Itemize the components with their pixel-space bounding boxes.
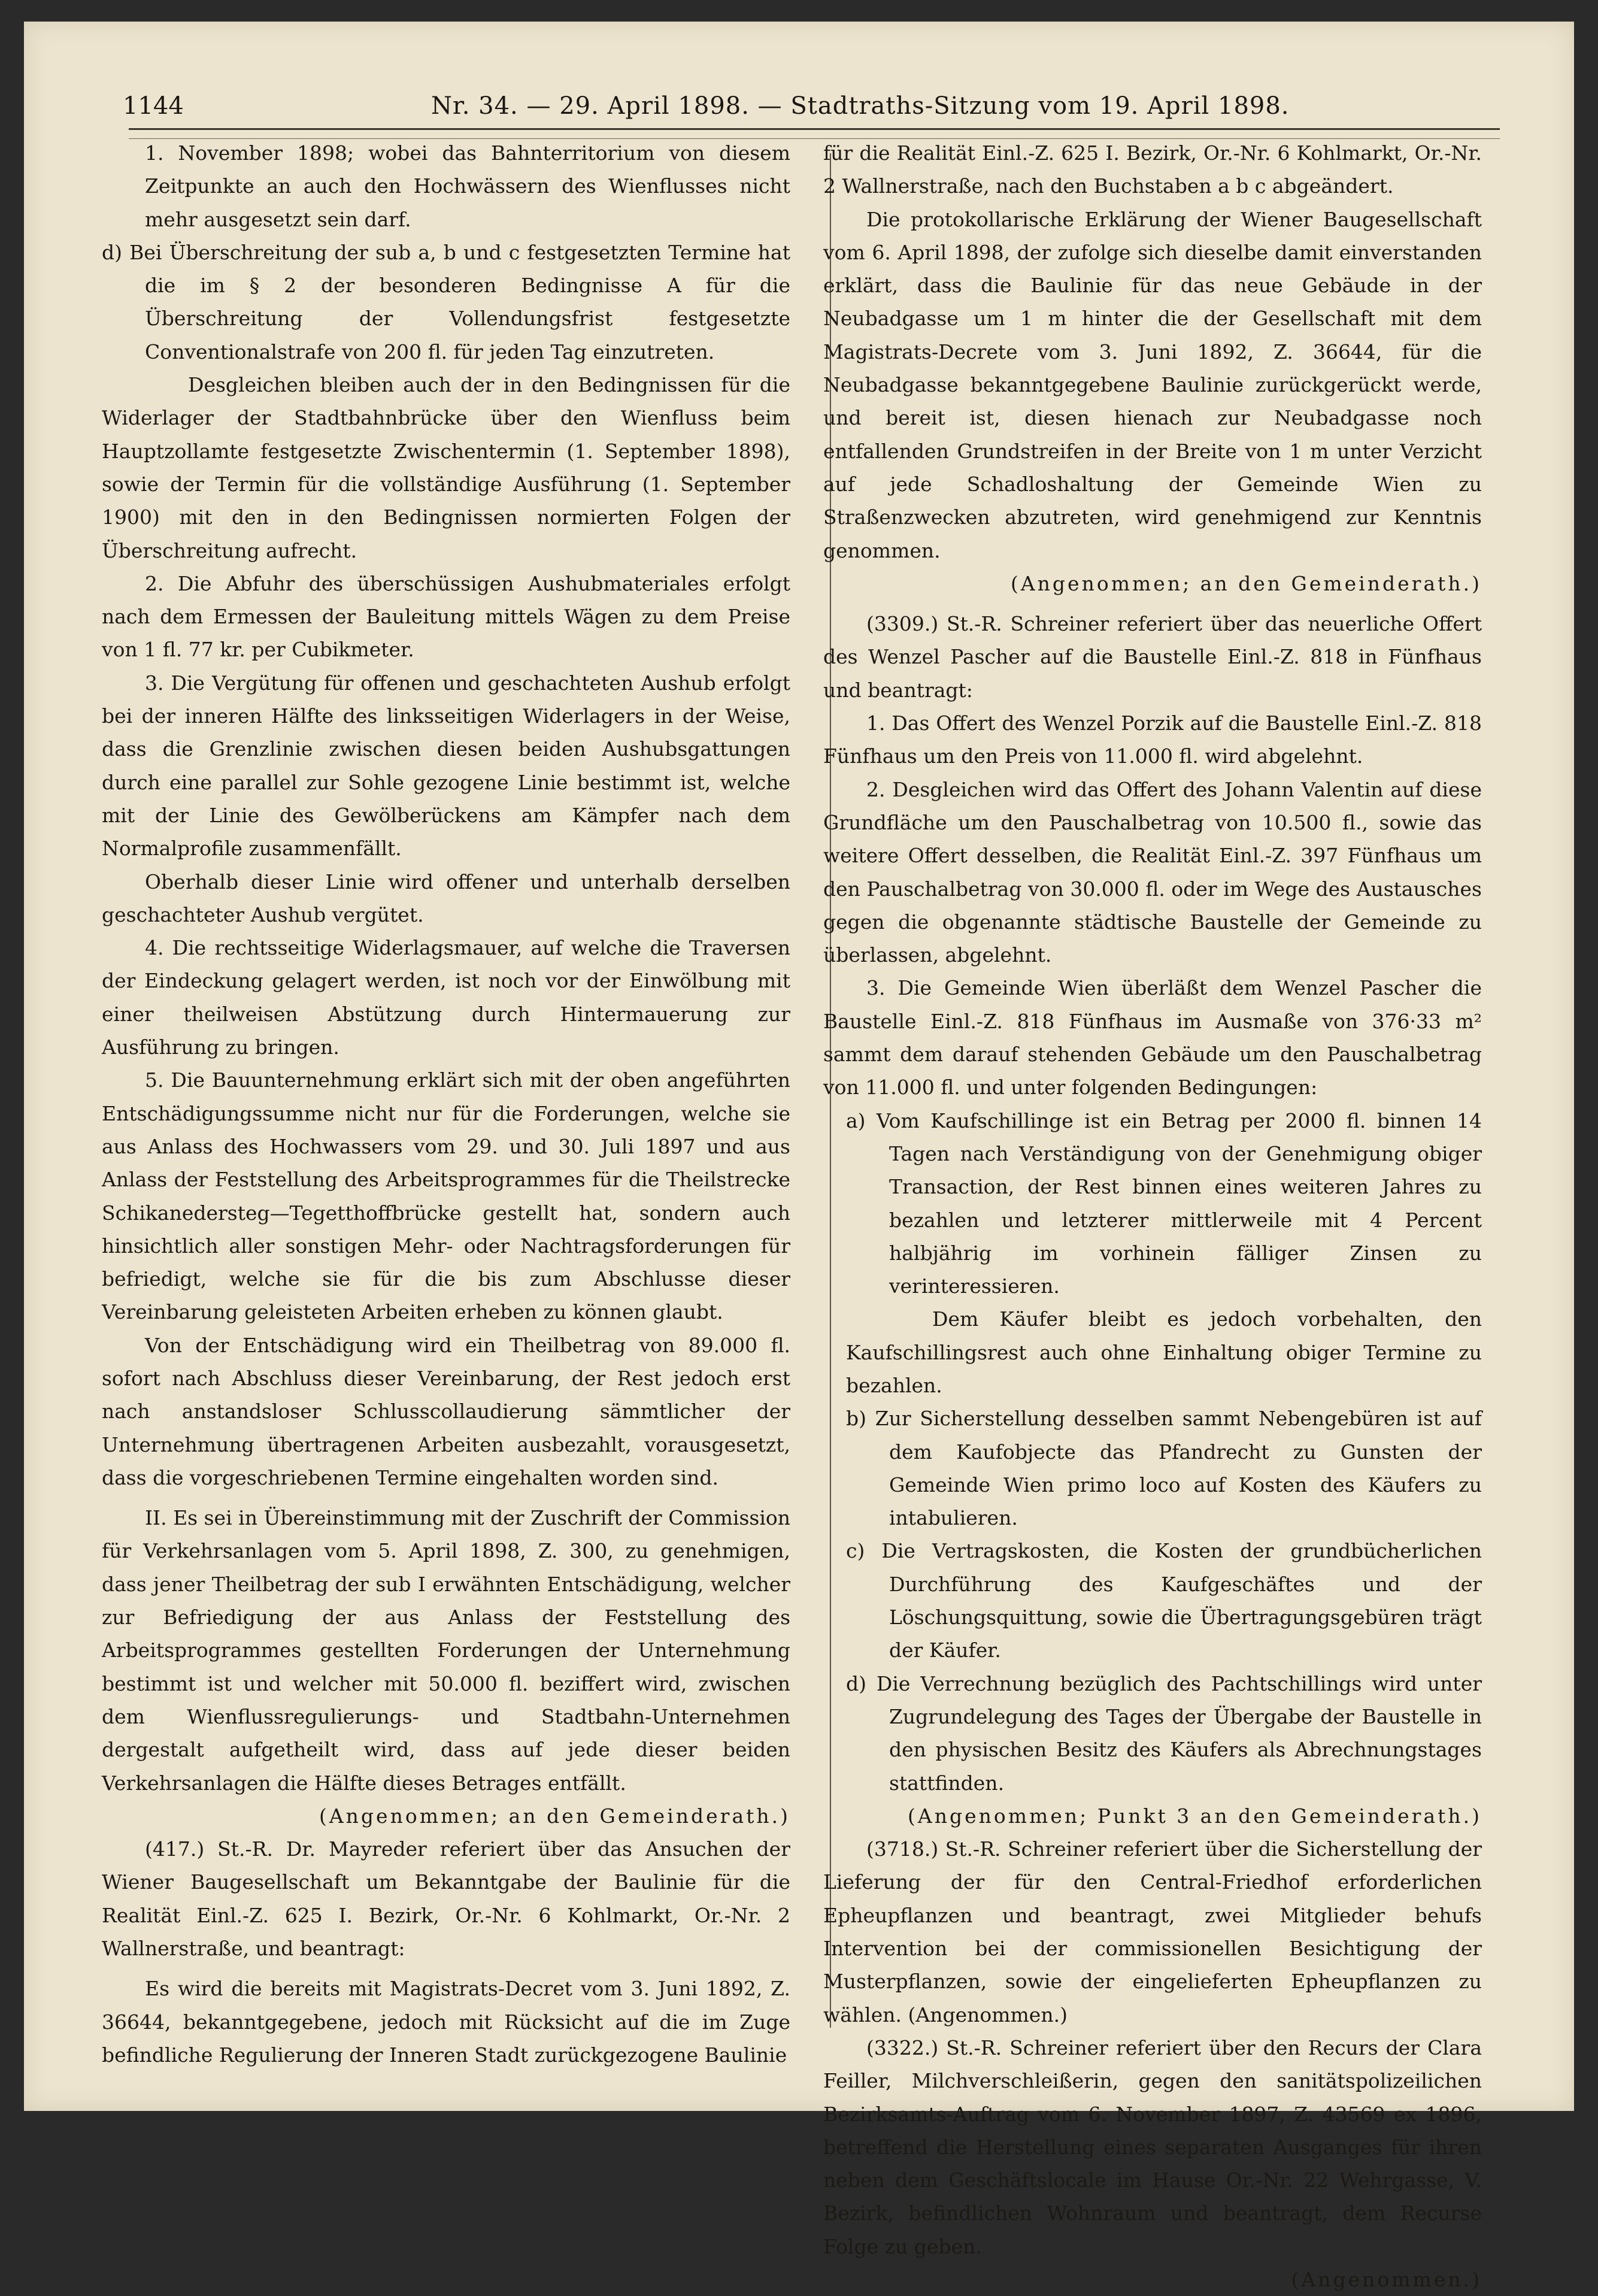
running-title: Nr. 34. — 29. April 1898. — Stadtraths-Sitzung vom 19. April 1898.	[431, 92, 1290, 120]
paragraph: 2. Die Abfuhr des überschüssigen Aushubmateriales erfolgt nach dem Ermessen der Bauleitung mittels Wägen zu dem Preise von 1 fl. 77 kr. per Cubikmeter.	[102, 571, 790, 662]
paragraph: 2. Desgleichen wird das Offert des Johann Valentin auf diese Grundfläche um den Pauschalbetrag von 10.500 fl., sowie das weitere Offert desselben, die Realität Einl.-Z. 397 Fünfhaus um den Pauschalbetrag von 30.000 fl. oder im Wege des Austausches gegen die obgenannte städtische Baustelle der Gemeinde zu überlassen, abgelehnt.	[823, 777, 1482, 967]
paragraph: 4. Die rechtsseitige Widerlagsmauer, auf welche die Traversen der Eindeckung gelagert werden, ist noch vor der Einwölbung mit einer theilweisen Abstützung durch Hintermauerung zur Ausführung zu bringen.	[102, 936, 790, 1059]
paragraph: II. Es sei in Übereinstimmung mit der Zuschrift der Commission für Verkehrsanlagen vom 5. April 1898, Z. 300, zu genehmigen, dass jener Theilbetrag der sub I erwähnten Entschädigung, welcher zur Befriedigung der aus Anlass der Feststellung des Arbeitsprogrammes gestellten Forderungen der Unternehmung bestimmt ist und welcher mit 50.000 fl. beziffert wird, zwischen dem Wienflussregulierungs- und Stadtbahn-Unternehmen dergestalt aufgetheilt wird, dass auf jede dieser beiden Verkehrsanlagen die Hälfte dieses Betrages entfällt.	[102, 1506, 790, 1795]
paragraph: Dem Käufer bleibt es jedoch vorbehalten, den Kaufschillingsrest auch ohne Einhaltung obiger Termine zu bezahlen.	[846, 1307, 1482, 1397]
paragraph: Von der Entschädigung wird ein Theilbetrag von 89.000 fl. sofort nach Abschluss dieser Vereinbarung, der Rest jedoch erst nach anstandsloser Schlusscollaudierung sämmtlicher der Unternehmung übertragenen Arbeiten ausbezahlt, vorausgesetzt, dass die vorgeschriebenen Termine eingehalten worden sind.	[102, 1333, 790, 1489]
paragraph: (3322.) St.-R. Schreiner referiert über den Recurs der Clara Feiller, Milchverschleißerin, gegen den sanitätspolizeilichen Bezirksamts-Auftrag vom 6. November 1897, Z. 43569 ex 1896, betreffend die Herstellung eines separaten Ausganges für ihren neben dem Geschäftslocale im Hause Or.-Nr. 22 Wehrgasse, V. Bezirk, befindlichen Wohnraum und beantragt, dem Recurse Folge zu geben.	[823, 2035, 1482, 2258]
paragraph: d) Die Verrechnung bezüglich des Pachtschillings wird unter Zugrundelegung des Tages der Übergabe der Baustelle in den physischen Besitz des Käufers als Abrechnungstages stattfinden.	[846, 1671, 1482, 1795]
paragraph: (417.) St.-R. Dr. Mayreder referiert über das Ansuchen der Wiener Baugesellschaft um Bekanntgabe der Baulinie für die Realität Einl.-Z. 625 I. Bezirk, Or.-Nr. 6 Kohlmarkt, Or.-Nr. 2 Wallnerstraße, und beantragt:	[102, 1837, 790, 1961]
paragraph: 5. Die Bauunternehmung erklärt sich mit der oben angeführten Entschädigungssumme nicht nur für die Forderungen, welche sie aus Anlass des Hochwassers vom 29. und 30. Juli 1897 und aus Anlass der Feststellung des Arbeitsprogrammes für die Theilstrecke Schikanedersteg—Tegetthoffbrücke gestellt hat, sondern auch hinsichtlich aller sonstigen Mehr- oder Nachtragsforderungen für befriedigt, welche sie für die bis zum Abschlusse dieser Vereinbarung geleisteten Arbeiten erheben zu können glaubt.	[102, 1068, 790, 1324]
paragraph: 1. Das Offert des Wenzel Porzik auf die Baustelle Einl.-Z. 818 Fünfhaus um den Preis von 11.000 fl. wird abgelehnt.	[823, 711, 1482, 768]
paragraph: c) Die Vertragskosten, die Kosten der grundbücherlichen Durchführung des Kaufgeschäftes und der Löschungsquittung, sowie die Übertragungsgebüren trägt der Käufer.	[846, 1539, 1482, 1662]
paragraph: Desgleichen bleiben auch der in den Bedingnissen für die Widerlager der Stadtbahnbrücke über den Wienfluss beim Hauptzollamte festgesetzte Zwischentermin (1. September 1898), sowie der Termin für die vollständige Ausführung (1. September 1900) mit den in den Bedingnissen normierten Folgen der Überschreitung aufrecht.	[102, 373, 790, 562]
paragraph: 3. Die Vergütung für offenen und geschachteten Aushub erfolgt bei der inneren Hälfte des linksseitigen Widerlagers in der Weise, dass die Grenzlinie zwischen diesen beiden Aushubsgattungen durch eine parallel zur Sohle gezogene Linie bestimmt ist, welche mit der Linie des Gewölberückens am Kämpfer nach dem Normalprofile zusammenfällt.	[102, 671, 790, 861]
paragraph: a) Vom Kaufschillinge ist ein Betrag per 2000 fl. binnen 14 Tagen nach Verständigung von der Genehmigung obiger Transaction, der Rest binnen eines weiteren Jahres zu bezahlen und letzterer mittlerweile mit 4 Percent halbjährig im vorhinein fälliger Zinsen zu verinteressieren.	[846, 1108, 1482, 1298]
paragraph: Die protokollarische Erklärung der Wiener Baugesellschaft vom 6. April 1898, der zufolge sich dieselbe damit einverstanden erklärt, dass die Baulinie für das neue Gebäude in der Neubadgasse um 1 m hinter die der Gesellschaft mit dem Magistrats-Decrete vom 3. Juni 1892, Z. 36644, für die Neubadgasse bekanntgegebene Baulinie zurückgerückt werde, und bereit ist, diesen hienach zur Neubadgasse noch entfallenden Grundstreifen in der Breite von 1 m unter Verzicht auf jede Schadloshaltung der Gemeinde Wien zu Straßenzwecken abzutreten, wird genehmigend zur Kenntnis genommen.	[823, 207, 1482, 562]
page-number: 1144	[123, 92, 184, 120]
paragraph: (3309.) St.-R. Schreiner referiert über das neuerliche Offert des Wenzel Pascher auf die Baustelle Einl.-Z. 818 in Fünfhaus und beantragt:	[823, 612, 1482, 702]
resolution-note: (Angenommen; an den Gemeinderath.)	[319, 1804, 790, 1828]
paragraph: Es wird die bereits mit Magistrats-Decret vom 3. Juni 1892, Z. 36644, bekanntgegebene, jedoch mit Rücksicht auf die im Zuge befindliche Regulierung der Inneren Stadt zurückgezogene Baulinie	[102, 1977, 790, 2067]
right-column	[823, 137, 1482, 2296]
paragraph: b) Zur Sicherstellung desselben sammt Nebengebüren ist auf dem Kaufobjecte das Pfandrecht zu Gunsten der Gemeinde Wien primo loco auf Kosten des Käufers zu intabulieren.	[846, 1407, 1482, 1530]
paragraph: 1. November 1898; wobei das Bahnterritorium von diesem Zeitpunkte an auch den Hochwässern des Wienflusses nicht mehr ausgesetzt sein darf.	[145, 141, 790, 231]
paragraph: 3. Die Gemeinde Wien überläßt dem Wenzel Pascher die Baustelle Einl.-Z. 818 Fünfhaus im Ausmaße von 376·33 m² sammt dem darauf stehenden Gebäude um den Pauschalbetrag von 11.000 fl. und unter folgenden Bedingungen:	[823, 976, 1482, 1099]
resolution-note: (Angenommen; an den Gemeinderath.)	[1010, 571, 1482, 595]
paragraph: d) Bei Überschreitung der sub a, b und c festgesetzten Termine hat die im § 2 der besonderen Bedingnisse A für die Überschreitung der Vollendungsfrist festgesetzte Conventionalstrafe von 200 fl. für jeden Tag einzutreten.	[102, 240, 790, 364]
paragraph: Oberhalb dieser Linie wird offener und unterhalb derselben geschachteter Aushub vergütet.	[102, 870, 790, 926]
resolution-note: (Angenommen.)	[1291, 2268, 1482, 2291]
paragraph: für die Realität Einl.-Z. 625 I. Bezirk, Or.-Nr. 6 Kohlmarkt, Or.-Nr. 2 Wallnerstraße, nach den Buchstaben a b c abgeändert.	[823, 141, 1482, 198]
left-column	[102, 137, 790, 2071]
paragraph: (3718.) St.-R. Schreiner referiert über die Sicherstellung der Lieferung der für den Central-Friedhof erforderlichen Epheupflanzen und beantragt, zwei Mitglieder behufs Intervention bei der commissionellen Besichtigung der Musterpflanzen, sowie der eingelieferten Epheupflanzen zu wählen. (Angenommen.)	[823, 1837, 1482, 2027]
resolution-note: (Angenommen; Punkt 3 an den Gemeinderath.)	[908, 1804, 1482, 1828]
